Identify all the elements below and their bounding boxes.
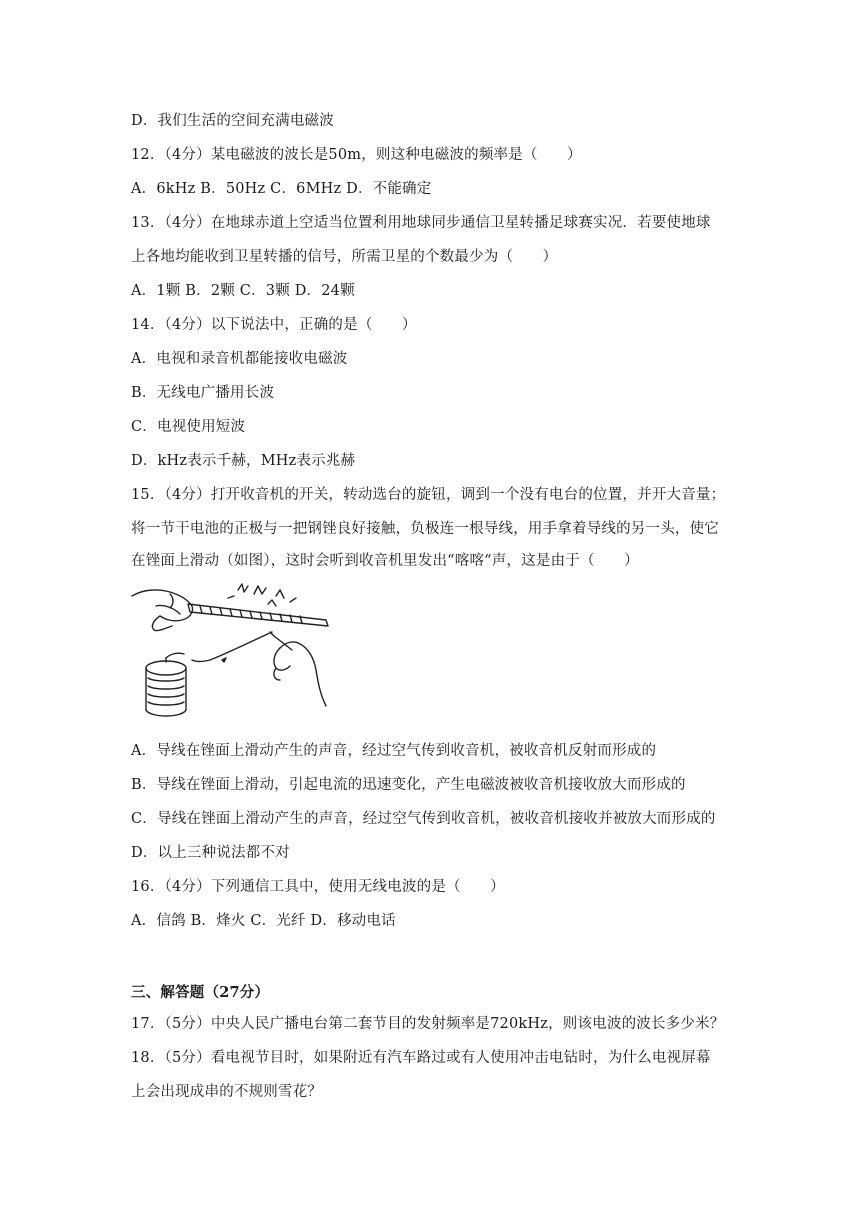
q15-option-d: D．以上三种说法都不对 bbox=[131, 845, 290, 861]
q18-stem-line1: 18．（5分）看电视节目时，如果附近有汽车路过或有人使用冲击电钻时，为什么电视屏幕 bbox=[131, 1050, 711, 1066]
q13-stem-line2: 上各地均能收到卫星转播的信号，所需卫星的个数最少为（ ） bbox=[131, 249, 558, 265]
q18-stem-line2: 上会出现成串的不规则雪花？ bbox=[131, 1084, 323, 1100]
q13-options: A．1颗 B．2颗 C．3颗 D．24颗 bbox=[131, 283, 355, 299]
q15-stem-line3: 在锉面上滑动（如图），这时会听到收音机里发出“喀喀“声，这是由于（ ） bbox=[131, 553, 639, 569]
q12-options: A．6kHz B．50Hz C．6MHz D．不能确定 bbox=[131, 181, 432, 197]
q16-stem: 16．（4分）下列通信工具中，使用无线电波的是（ ） bbox=[131, 879, 505, 895]
q15-option-c: C．导线在锉面上滑动产生的声音，经过空气传到收音机，被收音机接收并被放大而形成的 bbox=[131, 811, 716, 827]
section-heading: 三、解答题（27分） bbox=[131, 984, 270, 1001]
q15-option-b: B．导线在锉面上滑动，引起电流的迅速变化，产生电磁波被收音机接收放大而形成的 bbox=[131, 777, 686, 793]
q16-options: A．信鸽 B．烽火 C．光纤 D．移动电话 bbox=[131, 913, 396, 929]
q15-stem-line1: 15．（4分）打开收音机的开关，转动选台的旋钮，调到一个没有电台的位置，并开大音量； bbox=[131, 487, 726, 503]
q14-option-d: D．kHz表示千赫，MHz表示兆赫 bbox=[131, 453, 356, 469]
q15-stem-line2: 将一节干电池的正极与一把钢锉良好接触，负极连一根导线，用手拿着导线的另一头，使它 bbox=[131, 521, 719, 537]
q14-option-b: B．无线电广播用长波 bbox=[131, 385, 275, 401]
file-and-battery-figure bbox=[130, 582, 336, 722]
q12-stem: 12．（4分）某电磁波的波长是50m，则这种电磁波的频率是（ ） bbox=[131, 147, 582, 163]
q11-option-d: D．我们生活的空间充满电磁波 bbox=[131, 113, 334, 129]
q15-option-a: A．导线在锉面上滑动产生的声音，经过空气传到收音机，被收音机反射而形成的 bbox=[131, 743, 657, 759]
q14-option-a: A．电视和录音机都能接收电磁波 bbox=[131, 351, 348, 367]
q13-stem-line1: 13．（4分）在地球赤道上空适当位置利用地球同步通信卫星转播足球赛实况．若要使地球 bbox=[131, 215, 711, 231]
q17-stem: 17．（5分）中央人民广播电台第二套节目的发射频率是720kHz，则该电波的波长多少米？ bbox=[131, 1016, 725, 1032]
q14-stem: 14．（4分）以下说法中，正确的是（ ） bbox=[131, 317, 417, 333]
q14-option-c: C．电视使用短波 bbox=[131, 419, 246, 435]
